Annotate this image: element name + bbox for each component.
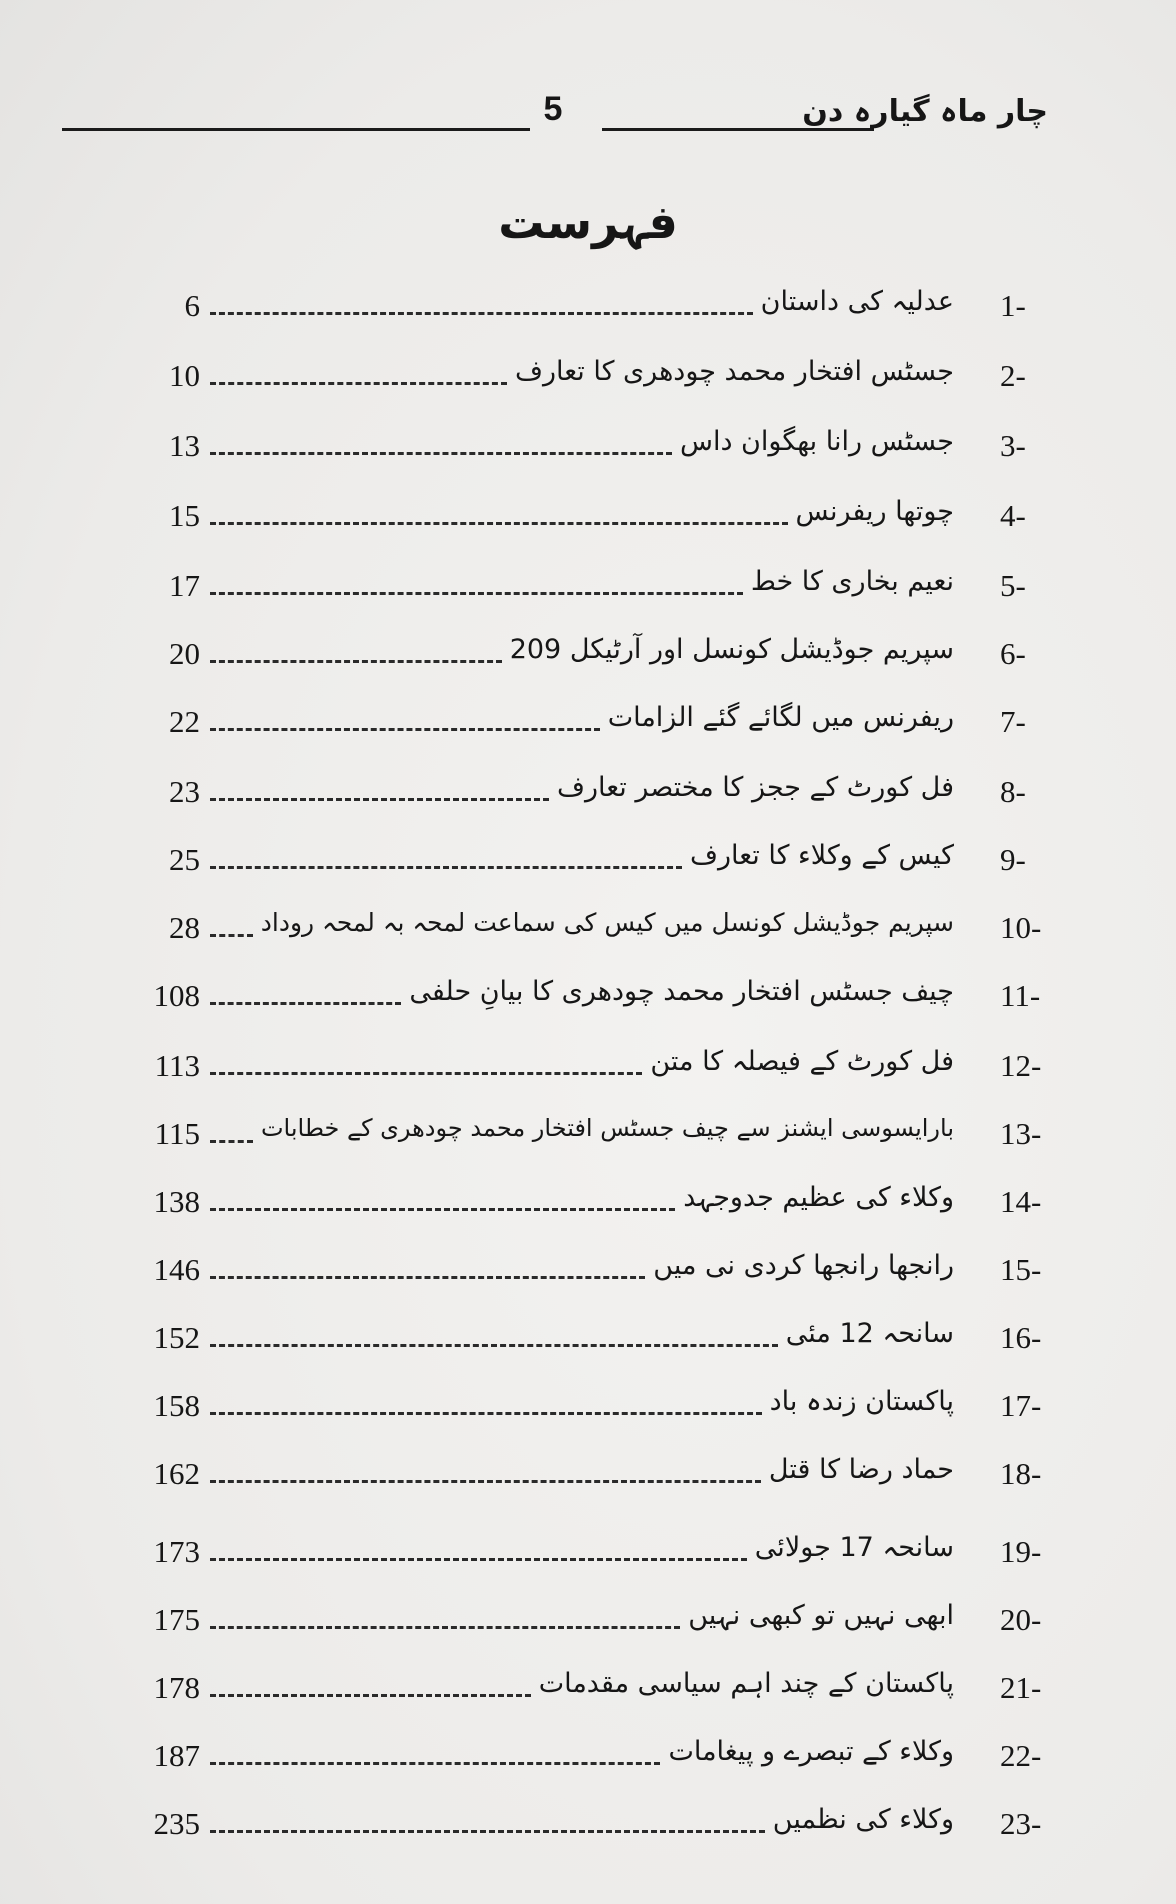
dot-leader [210,798,549,801]
entry-number: 14- [1000,1184,1042,1219]
entry-title: ریفرنس میں لگائے گئے الزامات [607,702,954,733]
dot-leader [210,866,682,869]
entry-title: چیف جسٹس افتخار محمد چودھری کا بیانِ حلفی [409,976,954,1007]
entry-page-number: 187 [153,1738,200,1773]
entry-number: 5- [1000,568,1026,603]
entry-number: 13- [1000,1116,1042,1151]
dot-leader [210,1276,645,1279]
entry-title: سانحہ 12 مئی [785,1318,954,1349]
entry-title: سپریم جوڈیشل کونسل میں کیس کی سماعت لمحہ بہ لمحہ روداد [260,908,954,937]
dot-leader [210,382,507,385]
toc-entry [0,1732,1176,1782]
dot-leader [210,1412,762,1415]
toc-entry [0,698,1176,748]
entry-title: کیس کے وکلاء کا تعارف [689,840,954,871]
entry-page-number: 146 [153,1252,200,1287]
entry-title: پاکستان کے چند اہم سیاسی مقدمات [538,1668,954,1699]
entry-page-number: 113 [154,1048,200,1083]
entry-page-number: 162 [153,1456,200,1491]
entry-number: 4- [1000,498,1026,533]
entry-page-number: 28 [169,910,200,945]
toc-entry [0,1110,1176,1160]
entry-page-number: 17 [169,568,200,603]
entry-title: وکلاء کی نظمیں [772,1804,954,1835]
toc-entry [0,282,1176,332]
toc-entry [0,1664,1176,1714]
toc-entry [0,1042,1176,1092]
dot-leader [210,934,253,937]
entry-number: 1- [1000,288,1026,323]
entry-title: جسٹس رانا بھگوان داس [679,426,954,457]
book-title: چار ماہ گیارہ دن [802,94,1048,129]
entry-number: 19- [1000,1534,1042,1569]
entry-title: ابھی نہیں تو کبھی نہیں [688,1600,954,1631]
entry-title: وکلاء کی عظیم جدوجہد [683,1182,954,1213]
toc-entry [0,352,1176,402]
toc-entry [0,1178,1176,1228]
entry-number: 8- [1000,774,1026,809]
dot-leader [210,1002,401,1005]
entry-number: 16- [1000,1320,1042,1355]
toc-entry [0,562,1176,612]
entry-number: 17- [1000,1388,1042,1423]
entry-page-number: 13 [169,428,200,463]
entry-page-number: 235 [153,1806,200,1841]
entry-page-number: 25 [169,842,200,877]
entry-page-number: 23 [169,774,200,809]
entry-number: 23- [1000,1806,1042,1841]
entry-number: 3- [1000,428,1026,463]
dot-leader [210,1830,765,1833]
dot-leader [210,1344,778,1347]
dot-leader [210,1762,660,1765]
toc-entry [0,492,1176,542]
entry-page-number: 173 [153,1534,200,1569]
entry-title: سپریم جوڈیشل کونسل اور آرٹیکل 209 [509,634,954,665]
entry-title: نعیم بخاری کا خط [750,566,954,597]
dot-leader [210,1140,253,1143]
entry-title: چوتھا ریفرنس [795,496,954,527]
toc-entry [0,630,1176,680]
toc-entry [0,836,1176,886]
entry-page-number: 15 [169,498,200,533]
entry-title: بارایسوسی ایشنز سے چیف جسٹس افتخار محمد چودھری کے خطابات [260,1114,954,1142]
toc-entry [0,1246,1176,1296]
page-number: 5 [543,90,563,128]
toc-entry [0,768,1176,818]
dot-leader [210,452,672,455]
entry-page-number: 20 [169,636,200,671]
entry-page-number: 115 [154,1116,200,1151]
toc-entry [0,1314,1176,1364]
dot-leader [210,728,600,731]
entry-page-number: 178 [153,1670,200,1705]
toc-entry [0,422,1176,472]
entry-number: 7- [1000,704,1026,739]
entry-title: فل کورٹ کے ججز کا مختصر تعارف [556,772,954,803]
entry-number: 20- [1000,1602,1042,1637]
entry-page-number: 10 [169,358,200,393]
entry-title: پاکستان زندہ باد [769,1386,954,1417]
entry-title: سانحہ 17 جولائی [754,1532,954,1563]
entry-number: 21- [1000,1670,1042,1705]
dot-leader [210,1072,642,1075]
entry-page-number: 152 [153,1320,200,1355]
entry-number: 10- [1000,910,1042,945]
dot-leader [210,522,788,525]
entry-number: 2- [1000,358,1026,393]
entry-page-number: 6 [184,288,200,323]
toc-entry [0,1800,1176,1850]
entry-title: حماد رضا کا قتل [768,1454,954,1485]
entry-page-number: 108 [153,978,200,1013]
toc-entry [0,904,1176,954]
entry-number: 11- [1000,978,1041,1013]
dot-leader [210,1208,675,1211]
toc-entry [0,1450,1176,1500]
toc-heading: فہرست [498,195,678,249]
dot-leader [210,1694,531,1697]
header-rule-left [62,128,530,131]
entry-number: 22- [1000,1738,1042,1773]
entry-title: عدلیہ کی داستان [760,286,954,317]
entry-number: 12- [1000,1048,1042,1083]
toc-entry [0,972,1176,1022]
entry-page-number: 175 [153,1602,200,1637]
dot-leader [210,1626,680,1629]
dot-leader [210,592,743,595]
entry-number: 9- [1000,842,1026,877]
entry-title: رانجھا رانجھا کردی نی میں [653,1250,954,1281]
dot-leader [210,660,502,663]
entry-title: وکلاء کے تبصرے و پیغامات [668,1736,954,1767]
dot-leader [210,312,753,315]
dot-leader [210,1480,761,1483]
entry-number: 6- [1000,636,1026,671]
dot-leader [210,1558,747,1561]
toc-entry [0,1528,1176,1578]
entry-title: فل کورٹ کے فیصلہ کا متن [650,1046,954,1077]
entry-title: جسٹس افتخار محمد چودھری کا تعارف [515,356,954,387]
entry-number: 18- [1000,1456,1042,1491]
entry-page-number: 158 [153,1388,200,1423]
entry-page-number: 22 [169,704,200,739]
entry-page-number: 138 [153,1184,200,1219]
entry-number: 15- [1000,1252,1042,1287]
toc-entry [0,1382,1176,1432]
toc-entry [0,1596,1176,1646]
running-header [0,90,1176,150]
